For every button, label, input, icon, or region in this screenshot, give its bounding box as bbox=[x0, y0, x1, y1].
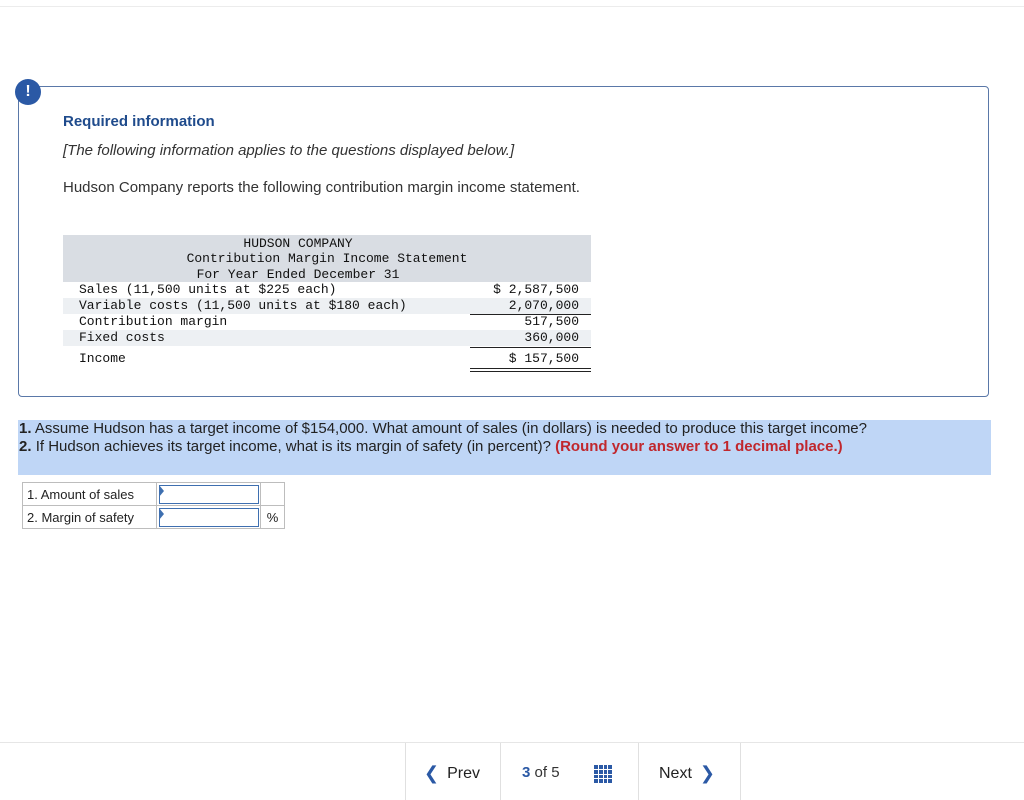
row-amount: 360,000 bbox=[524, 330, 579, 345]
answer-unit bbox=[261, 483, 285, 506]
prev-button[interactable] bbox=[424, 763, 480, 784]
row-amount: 517,500 bbox=[524, 314, 579, 329]
prev-label: Prev bbox=[447, 764, 480, 782]
statement-row bbox=[63, 298, 591, 314]
question-1-number: 1. bbox=[19, 420, 32, 437]
total-pages: 5 bbox=[551, 764, 560, 781]
applies-note: [The following information applies to the questions displayed below.] bbox=[63, 142, 515, 159]
rounding-instruction: (Round your answer to 1 decimal place.) bbox=[555, 438, 843, 455]
row-label: Sales (11,500 units at $225 each) bbox=[79, 282, 337, 297]
question-1-text: Assume Hudson has a target income of $154,000. What amount of sales (in dollars) is needed to produce this target income? bbox=[34, 420, 867, 437]
answer-row-amount-of-sales bbox=[23, 483, 285, 506]
chevron-left-icon: ❮ bbox=[424, 763, 440, 783]
of-label: of bbox=[534, 764, 548, 781]
page-indicator[interactable] bbox=[522, 764, 560, 781]
row-amount: $ 157,500 bbox=[508, 351, 579, 366]
total-double-underline bbox=[470, 368, 591, 369]
subtotal-underline bbox=[470, 347, 591, 348]
answer-table bbox=[22, 482, 285, 529]
required-info-title: Required information bbox=[63, 113, 215, 130]
intro-text: Hudson Company reports the following contribution margin income statement. bbox=[63, 179, 580, 196]
question-1 bbox=[19, 420, 867, 437]
answer-input-cell bbox=[157, 506, 261, 529]
answer-label: 2. Margin of safety bbox=[23, 506, 157, 529]
statement-title: Contribution Margin Income Statement bbox=[186, 251, 468, 267]
question-2 bbox=[19, 438, 843, 455]
income-statement bbox=[63, 235, 591, 372]
row-label: Fixed costs bbox=[79, 330, 165, 345]
statement-header bbox=[63, 235, 591, 282]
row-label: Income bbox=[79, 351, 126, 366]
total-double-underline bbox=[470, 371, 591, 372]
statement-row bbox=[63, 314, 591, 330]
row-label: Variable costs (11,500 units at $180 each) bbox=[79, 298, 407, 313]
statement-row bbox=[63, 282, 591, 298]
answer-row-margin-of-safety bbox=[23, 506, 285, 529]
percent-unit: % bbox=[261, 506, 285, 529]
statement-row bbox=[63, 330, 591, 346]
row-label: Contribution margin bbox=[79, 314, 228, 329]
margin-of-safety-input[interactable] bbox=[159, 508, 259, 527]
current-page: 3 bbox=[522, 764, 531, 781]
chevron-right-icon: ❯ bbox=[699, 763, 715, 783]
top-divider bbox=[0, 6, 1024, 7]
nav-divider bbox=[500, 743, 501, 800]
question-2-text: If Hudson achieves its target income, what is its margin of safety (in percent)? bbox=[35, 438, 551, 455]
answer-input-cell bbox=[157, 483, 261, 506]
statement-period: For Year Ended December 31 bbox=[196, 266, 400, 282]
nav-divider bbox=[638, 743, 639, 800]
grid-view-icon[interactable] bbox=[594, 765, 612, 783]
next-label: Next bbox=[659, 764, 692, 782]
statement-company: HUDSON COMPANY bbox=[243, 236, 353, 251]
statement-row bbox=[63, 351, 591, 367]
row-amount: 2,070,000 bbox=[508, 298, 579, 313]
next-button[interactable] bbox=[659, 763, 715, 784]
question-2-number: 2. bbox=[19, 438, 32, 455]
answer-label: 1. Amount of sales bbox=[23, 483, 157, 506]
row-amount: $ 2,587,500 bbox=[493, 282, 579, 297]
amount-of-sales-input[interactable] bbox=[159, 485, 259, 504]
alert-icon: ! bbox=[15, 79, 41, 105]
